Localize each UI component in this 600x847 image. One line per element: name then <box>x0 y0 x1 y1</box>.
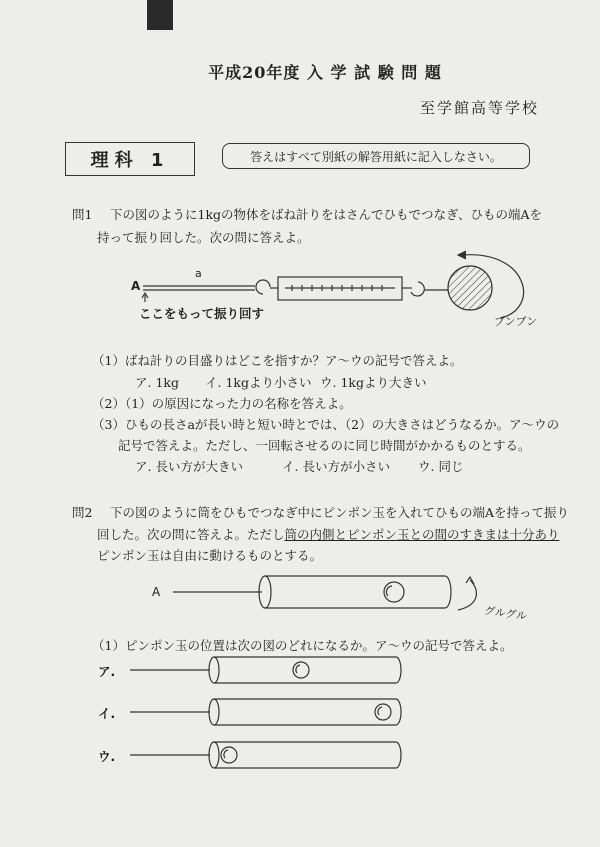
q1-sub3-opt-a: ア. 長い方が大きい <box>135 459 243 474</box>
fig2-point-a: A <box>152 585 161 599</box>
figure-2 <box>173 576 476 610</box>
subject-box: 理科 1 <box>65 142 195 176</box>
q1-sub3-opt-i: イ. 長い方が小さい <box>282 459 390 474</box>
q1-sub1-opt-u: ウ. 1kgより大きい <box>320 375 427 390</box>
tube <box>265 576 451 608</box>
q2-text-3: ピンポン玉は自由に動けるものとする。 <box>97 548 323 563</box>
q1-text-1: 下の図のように1kgの物体をばね計りをはさんでひもでつなぎ、ひもの端Aを <box>110 207 543 222</box>
choice-u-label: ウ. <box>98 749 116 764</box>
notice-box: 答えはすべて別紙の解答用紙に記入しなさい。 <box>222 143 530 169</box>
q1-sub3-1: （3）ひもの長さaが長い時と短い時とでは、（2）の大きさはどうなるか。ア～ウの <box>92 417 560 432</box>
school-name: 至学館高等学校 <box>420 99 540 117</box>
rotation-arrow <box>458 580 476 610</box>
ping-pong-ball <box>384 582 404 602</box>
weight-1kg <box>448 266 492 310</box>
q2-text-2a: 回した。次の問に答えよ。ただし <box>97 527 285 542</box>
q1-label: 問1 <box>72 207 93 222</box>
choice-a-tube <box>130 657 401 683</box>
hook-left-icon <box>256 280 270 294</box>
q1-sub1-opt-a: ア. 1kg <box>135 375 179 390</box>
q1-sub1: （1）ばね計りの目盛りはどこを指すか？ア～ウの記号で答えよ。 <box>92 353 463 368</box>
choice-i-tube <box>130 699 401 725</box>
fig1-length-a: a <box>195 267 202 280</box>
q2-text-2 <box>97 525 560 543</box>
q1-sub3-opt-u: ウ. 同じ <box>418 459 464 474</box>
q2-sub1: （1）ピンポン玉の位置は次の図のどれになるか。ア～ウの記号で答えよ。 <box>92 638 513 653</box>
choice-i-label: イ. <box>98 706 116 721</box>
choice-tubes <box>130 657 401 768</box>
q1-sub3-2: 記号で答えよ。ただし、一回転させるのに同じ時間がかかるものとする。 <box>118 438 531 453</box>
hook-right-icon <box>411 282 424 296</box>
q2-text-1: 下の図のように筒をひもでつなぎ中にピンポン玉を入れてひもの端Aを持って振り <box>110 505 570 520</box>
q1-text-2: 持って振り回した。次の問に答えよ。 <box>97 230 310 245</box>
fig2-sound: グルグル <box>483 604 528 623</box>
fig1-hold-label: ここをもって振り回す <box>139 306 265 321</box>
choice-u-tube <box>130 742 401 768</box>
q2-label: 問2 <box>72 505 93 520</box>
q1-sub1-opt-i: イ. 1kgより小さい <box>205 375 312 390</box>
fig1-point-a: A <box>131 279 141 293</box>
q1-sub2: （2）（1）の原因になった力の名称を答えよ。 <box>92 396 352 411</box>
choice-a-label: ア. <box>98 664 116 679</box>
q2-text-2b-underlined: 筒の内側とピンポン玉との間のすきまは十分あり <box>284 527 560 542</box>
exam-title: 平成20年度 入 学 試 験 問 題 <box>208 63 442 82</box>
fig1-sound: ブンブン <box>494 315 538 328</box>
